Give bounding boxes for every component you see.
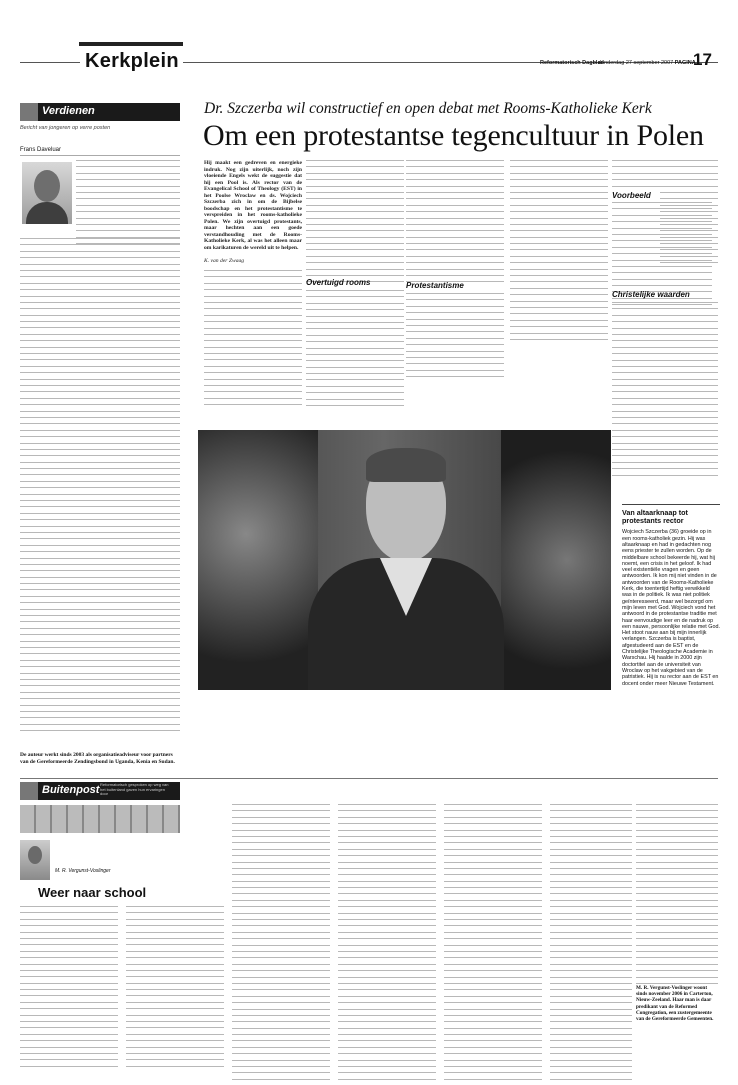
buitenpost-blurb: Reformatorisch gesproken op weg van het buitenland gaven hun ervaringen door xyxy=(100,782,169,797)
header-rule xyxy=(20,62,80,63)
article-headline: Om een protestantse tegencultuur in Polen xyxy=(203,119,704,152)
buitenpost-col5 xyxy=(444,804,542,1085)
buitenpost-col3 xyxy=(232,804,330,1085)
verdienen-body-top xyxy=(76,160,180,249)
buitenpost-title: Weer naar school xyxy=(38,885,147,900)
buitenpost-face xyxy=(28,846,42,864)
subhead-overtuigd: Overtuigd rooms xyxy=(306,278,371,287)
buitenpost-col1 xyxy=(20,906,118,1072)
subhead-voorbeeld: Voorbeeld xyxy=(612,191,651,200)
portrait-shoulders xyxy=(26,202,68,224)
date-text: donderdag 27 september 2007 xyxy=(598,60,674,66)
buitenpost-rule xyxy=(20,778,718,779)
page-label: PAGINA xyxy=(674,60,696,66)
buitenpost-tag-accent xyxy=(20,782,38,800)
article-col2-body-top xyxy=(306,160,404,288)
caption-title: Van altaarknaap tot protestants rector xyxy=(622,504,720,525)
subhead-christelijke: Christelijke waarden xyxy=(612,290,690,299)
buitenpost-author: M. R. Vergunst-Voslinger xyxy=(55,868,111,874)
section-tab xyxy=(79,42,183,76)
article-col4-body xyxy=(510,160,608,345)
buitenpost-author-photo xyxy=(20,840,50,880)
article-col6-body xyxy=(660,160,718,269)
author-portrait xyxy=(22,162,72,224)
verdienen-subtitle: Bericht van jongeren op verre posten xyxy=(20,125,111,131)
verdienen-author: Frans Daveluar xyxy=(20,147,62,153)
page-number: 17 xyxy=(693,50,712,69)
buitenpost-tag-text: Buitenpost xyxy=(42,784,100,796)
photo-foliage-right xyxy=(501,430,611,690)
photo-hair xyxy=(366,448,446,482)
buitenpost-col7 xyxy=(636,804,718,989)
newspaper-name: Reformatorisch Dagblad xyxy=(540,60,604,66)
portrait-face xyxy=(34,170,60,202)
buitenpost-col4 xyxy=(338,804,436,1085)
photo-foliage-left xyxy=(198,430,318,690)
buitenpost-col2 xyxy=(126,906,224,1072)
caption-text: Wojciech Szczerba (36) groeide op in een rooms-katholiek gezin. Hij was altaarknaap en had in gedachten nog eens priester te zullen worden. Op de middelbare school bekeerde hij, wat hij noemt, een crisis in het geloof. Ik had veel existentiële vragen en geen antwoorden. Ik kon mij niet vinden in de antwoorden van de Rooms-Katholieke Kerk, die toentertijd heftig verwikkeld was in de politiek. Ik was niet politiek geïnteresseerd, maar wel bezorgd om mijn leven met God. Wojciech vond het antwoord in de protestantse traditie met haar eenvoudige leer en de nadruk op een nauwe, persoonlijke relatie met God. Het stoot nauw aan bij mijn innerlijk verlangen. Szczerba is baptist, afgestudeerd aan de EST en de Christelijke Theologische Academie in Warschau. Hij haalde in 2000 zijn doctortitel aan de universiteit van Wroclaw op het vakgebied van de patristiek. Hij is nu rector aan de EST en docent onder meer Nieuwe Testament. xyxy=(622,529,720,687)
article-col1-body xyxy=(204,270,302,411)
subhead-protestantisme: Protestantisme xyxy=(406,281,464,290)
verdienen-tag-text: Verdienen xyxy=(42,105,95,117)
verdienen-tag-accent xyxy=(20,103,38,121)
verdienen-footnote: De auteur werkt sinds 2003 als organisatieadviseur voor partners van de Gereformeerde Zendingsbond in Uganda, Kenia en Sudan. xyxy=(20,752,175,765)
section-title: Kerkplein xyxy=(85,50,179,72)
buitenpost-footnote: M. R. Vergunst-Voslinger woont sinds november 2006 in Carterton, Nieuw-Zeeland. Haar man is daar predikant van de Reformed Congregation, een zustergemeente van de Gereformeerde Gemeenten. xyxy=(636,985,714,1023)
article-col3-body xyxy=(406,160,504,288)
article-kicker: Dr. Szczerba wil constructief en open debat met Rooms-Katholieke Kerk xyxy=(204,100,652,117)
article-lead: Hij maakt een gedreven en energieke indruk. Nog zijn uiterlijk, noch zijn vloeiende Engels wekt de suggestie dat hij een Pool is. Als rector van de Evangelical School of Theology (EST) in het Poolse Wroclaw en ds. Wojciech Szczerba zich in om de Bijbelse boodschap en het protestantisme te verspreiden in het rooms-katholieke Polen. We zijn overtuigd protestants, maar hechten aan een goede verstandhouding met de Rooms-Katholieke Kerk, al was het alleen maar om karikaturen de wereld uit te helpen. xyxy=(204,160,302,251)
caption-box xyxy=(622,504,720,687)
buitenpost-faces-strip xyxy=(20,805,180,833)
article-col2-body xyxy=(306,290,404,411)
verdienen-tag xyxy=(20,103,180,121)
article-byline: K. van der Zwaag xyxy=(204,258,245,264)
issue-date xyxy=(598,60,696,66)
verdienen-rule xyxy=(20,155,180,156)
portrait-photo xyxy=(198,430,611,690)
article-col3-body-bottom xyxy=(406,293,504,382)
article-col6-body-bottom xyxy=(612,302,718,481)
buitenpost-col6 xyxy=(550,804,632,1085)
verdienen-body xyxy=(20,238,180,736)
section-tab-bar xyxy=(79,42,183,46)
